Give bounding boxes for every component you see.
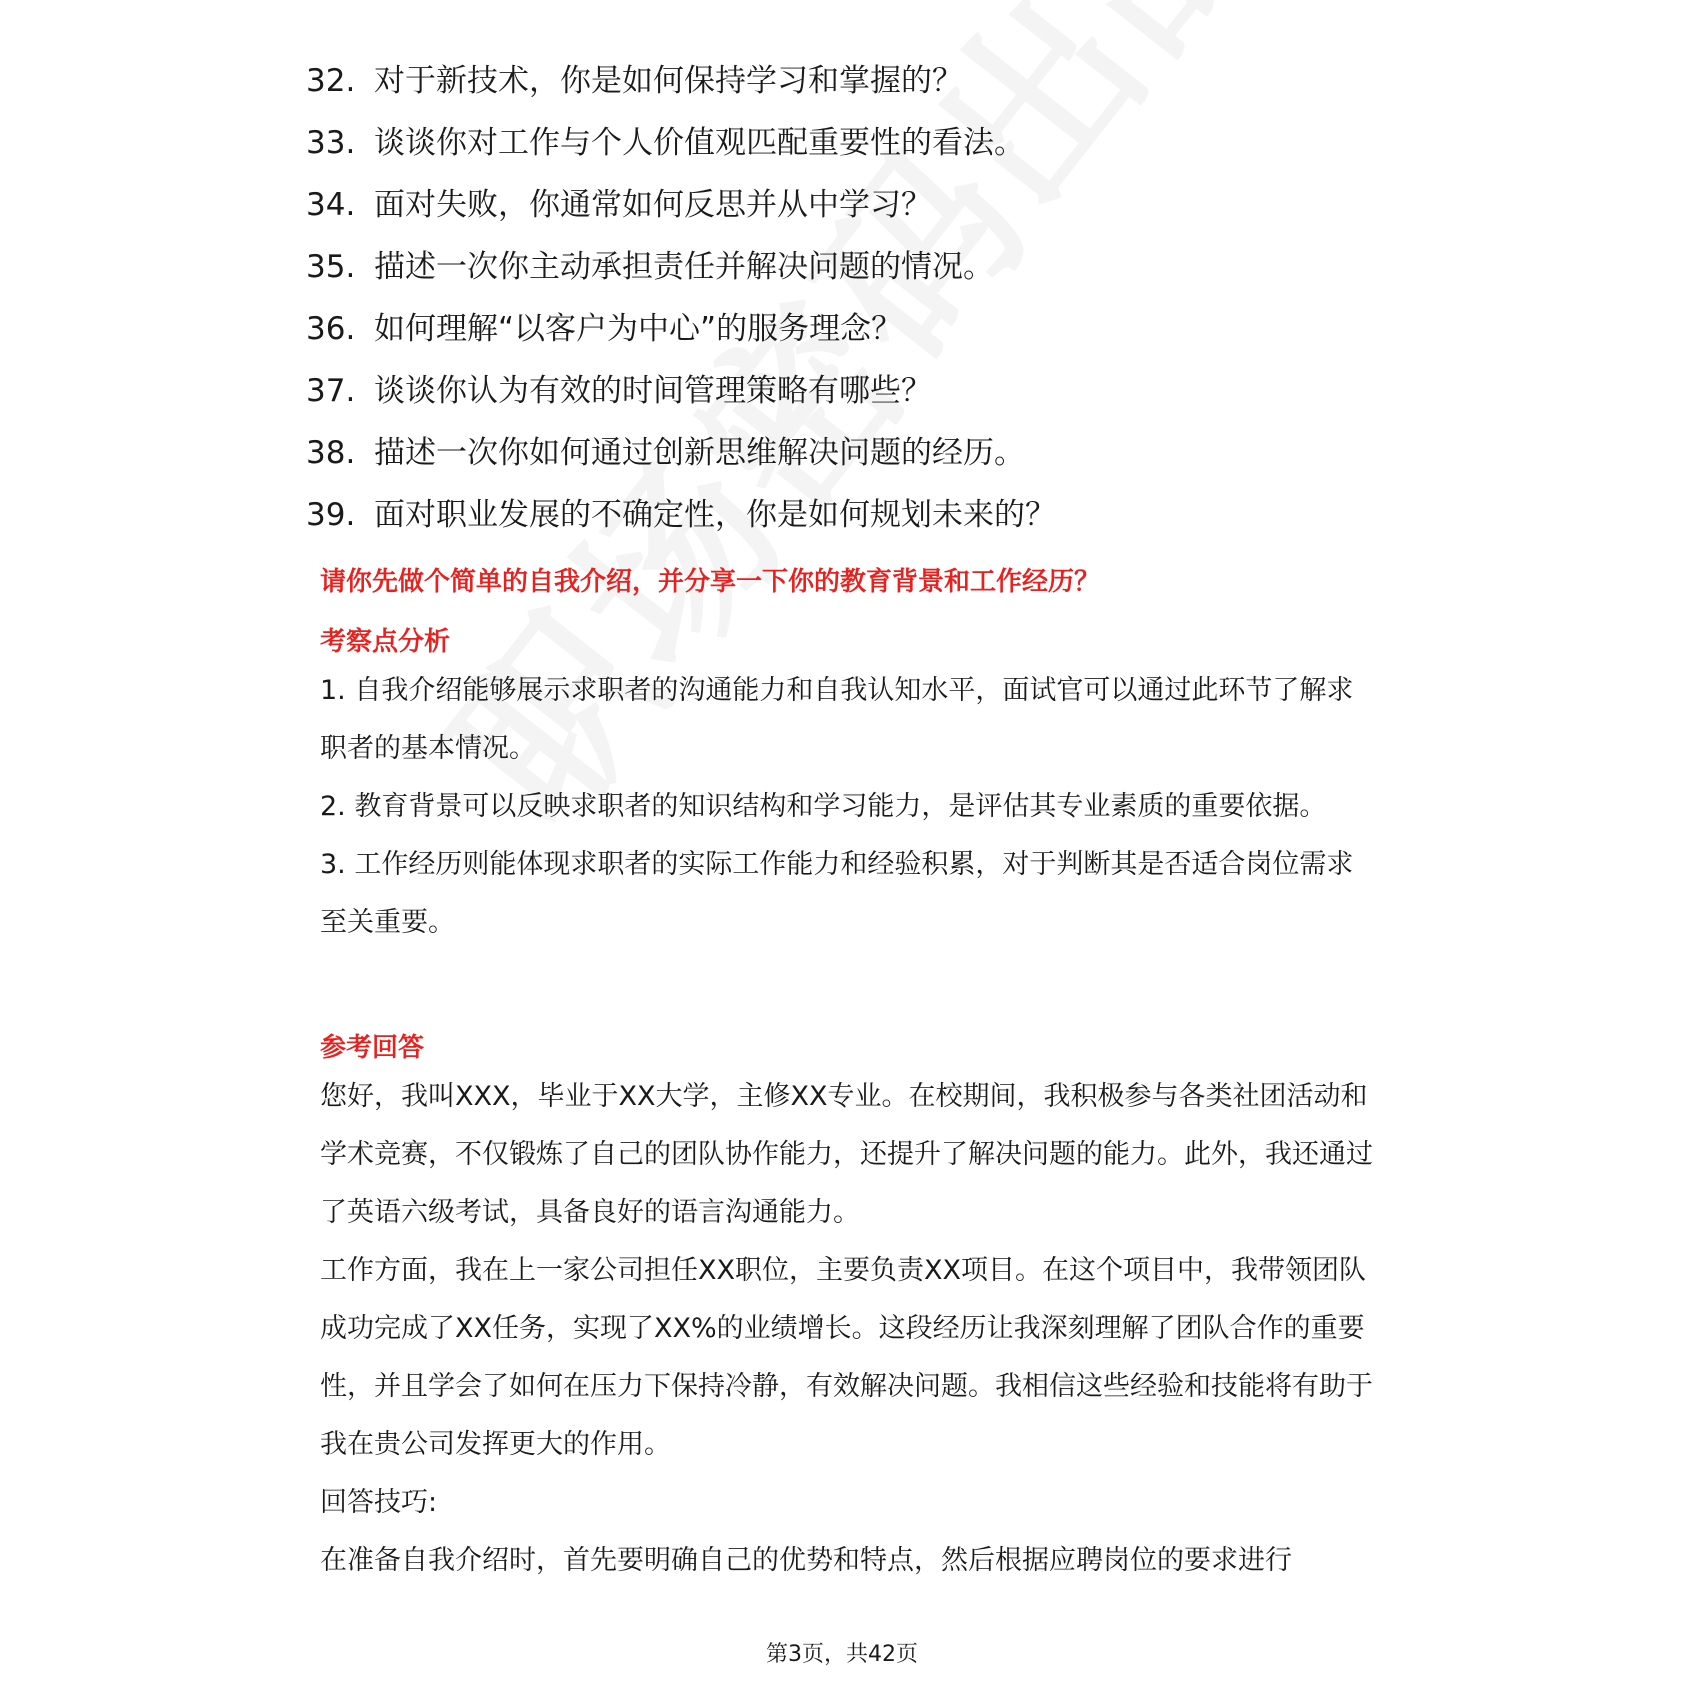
question-text: 描述一次你如何通过创新思维解决问题的经历。 bbox=[374, 435, 1025, 471]
question-text: 对于新技术，你是如何保持学习和掌握的？ bbox=[374, 63, 963, 99]
list-item bbox=[306, 360, 1386, 422]
list-item bbox=[306, 174, 1386, 236]
question-text: 面对失败，你通常如何反思并从中学习？ bbox=[374, 187, 932, 223]
question-list bbox=[306, 50, 1386, 546]
answer-section bbox=[320, 1028, 1380, 1068]
answer-paragraph: 您好，我叫XXX，毕业于XX大学，主修XX专业。在校期间，我积极参与各类社团活动和学术竞赛，不仅锻炼了自己的团队协作能力，还提升了解决问题的能力。此外，我还通过了英语六级考试，具备良好的语言沟通能力。 bbox=[320, 1081, 1373, 1228]
question-number: 39. bbox=[306, 497, 356, 533]
answer-paragraph: 工作方面，我在上一家公司担任XX职位，主要负责XX项目。在这个项目中，我带领团队成功完成了XX任务，实现了XX%的业绩增长。这段经历让我深刻理解了团队合作的重要性，并且学会了如何在压力下保持冷静，有效解决问题。我相信这些经验和技能将有助于我在贵公司发挥更大的作用。 bbox=[320, 1255, 1373, 1460]
question-number: 38. bbox=[306, 435, 356, 471]
featured-question: 请你先做个简单的自我介绍，并分享一下你的教育背景和工作经历？ bbox=[320, 567, 1101, 597]
question-number: 37. bbox=[306, 373, 356, 409]
question-text: 如何理解“以客户为中心”的服务理念？ bbox=[374, 311, 903, 347]
question-text: 谈谈你对工作与个人价值观匹配重要性的看法。 bbox=[374, 125, 1025, 161]
list-item bbox=[306, 298, 1386, 360]
question-number: 36. bbox=[306, 311, 356, 347]
analysis-section bbox=[320, 622, 1380, 662]
list-item bbox=[306, 484, 1386, 546]
featured-question-block bbox=[320, 562, 1380, 602]
answer-body bbox=[320, 1068, 1380, 1590]
question-number: 33. bbox=[306, 125, 356, 161]
question-number: 35. bbox=[306, 249, 356, 285]
answer-heading: 参考回答 bbox=[320, 1033, 425, 1063]
analysis-heading: 考察点分析 bbox=[320, 627, 451, 657]
question-number: 32. bbox=[306, 63, 356, 99]
tips-label: 回答技巧: bbox=[320, 1487, 438, 1518]
question-number: 34. bbox=[306, 187, 356, 223]
list-item bbox=[306, 112, 1386, 174]
question-text: 面对职业发展的不确定性，你是如何规划未来的？ bbox=[374, 497, 1056, 533]
analysis-point: 3. 工作经历则能体现求职者的实际工作能力和经验积累，对于判断其是否适合岗位需求至关重要。 bbox=[320, 849, 1354, 938]
analysis-points bbox=[320, 662, 1380, 952]
page-number: 第3页，共42页 bbox=[766, 1642, 918, 1667]
list-item bbox=[306, 422, 1386, 484]
list-item bbox=[306, 50, 1386, 112]
tips-text: 在准备自我介绍时，首先要明确自己的优势和特点，然后根据应聘岗位的要求进行 bbox=[320, 1545, 1292, 1576]
analysis-point: 2. 教育背景可以反映求职者的知识结构和学习能力，是评估其专业素质的重要依据。 bbox=[320, 791, 1327, 822]
analysis-point: 1. 自我介绍能够展示求职者的沟通能力和自我认知水平，面试官可以通过此环节了解求职者的基本情况。 bbox=[320, 675, 1354, 764]
question-text: 描述一次你主动承担责任并解决问题的情况。 bbox=[374, 249, 994, 285]
question-text: 谈谈你认为有效的时间管理策略有哪些？ bbox=[374, 373, 932, 409]
list-item bbox=[306, 236, 1386, 298]
